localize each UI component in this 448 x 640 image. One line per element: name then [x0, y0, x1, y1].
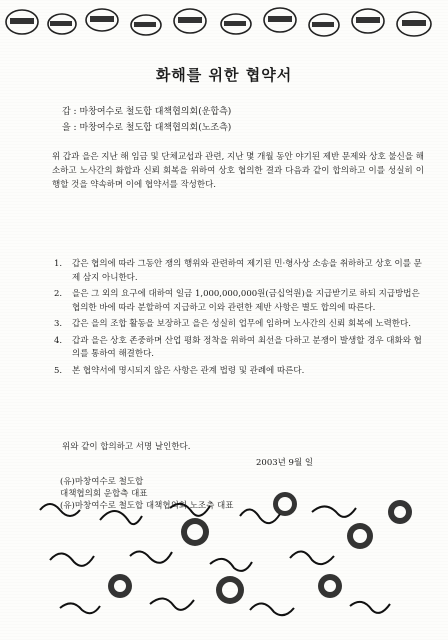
clause-text: 을은 그 외의 요구에 대하여 일금 1,000,000,000원(금십억원)을 지급받기로 하되 지급방법은 협의한 바에 따라 분할하여 지급하고 이와 관련한 제반 사항은 별도 합의에 따른다.: [72, 289, 420, 313]
signatures-and-seals: [30, 490, 430, 635]
clause-item: [52, 335, 424, 362]
clause-number: 1.: [54, 259, 63, 269]
clause-list: [52, 258, 424, 381]
signatory-line: (유)마창여수로 철도합: [60, 477, 144, 487]
clause-text: 갑은 을의 조합 활동을 보장하고 을은 성실히 업무에 임하며 노사간의 신뢰 회복에 노력한다.: [72, 319, 411, 329]
party-b-line: 을 : 마창여수로 철도합 대책협의회(노조측): [62, 123, 232, 133]
signatory-line: (유)마창여수로 철도합 대책협의회 노조측 대표: [60, 501, 234, 511]
clause-item: [52, 258, 424, 285]
clause-text: 갑은 협의에 따라 그동안 쟁의 행위와 관련하여 제기된 민·형사상 소송을 취하하고 상호 이를 문제 삼지 아니한다.: [72, 259, 422, 283]
clause-number: 5.: [54, 365, 63, 376]
clause-number: 4.: [54, 335, 63, 346]
clause-number: 3.: [54, 319, 63, 329]
document-date: 2003년 9월 일: [256, 458, 314, 468]
document-title: 화해를 위한 협약서: [155, 66, 293, 84]
party-a-line: 갑 : 마창여수로 철도합 대책협의회(운합측): [62, 107, 232, 117]
signatory-line: 대책협의회 운합측 대표: [60, 489, 148, 499]
clause-number: 2.: [54, 289, 63, 299]
clause-item: [52, 318, 424, 332]
closing-statement: 위와 같이 합의하고 서명 날인한다.: [62, 442, 191, 452]
clause-text: 본 협약서에 명시되지 않은 사항은 관계 법령 및 관례에 따른다.: [72, 365, 305, 376]
seal-stamp-band: [0, 0, 448, 60]
preamble-paragraph: 위 갑과 을은 지난 해 임금 및 단체교섭과 관련, 지난 몇 개월 동안 야기된 제반 문제와 상호 불신을 해소하고 노사간의 화합과 신뢰 회복을 위하여 상호 협의한 결과 다음과 같이 합의하고 이를 성실히 이행할 것을 약속하며 이에 협약서를 작성한다.: [52, 152, 424, 190]
clause-text: 갑과 을은 상호 존중하며 산업 평화 정착을 위하여 최선을 다하고 분쟁이 발생할 경우 대화와 협의를 통하여 해결한다.: [72, 335, 422, 359]
clause-item: [52, 288, 424, 315]
clause-item: [52, 365, 424, 379]
